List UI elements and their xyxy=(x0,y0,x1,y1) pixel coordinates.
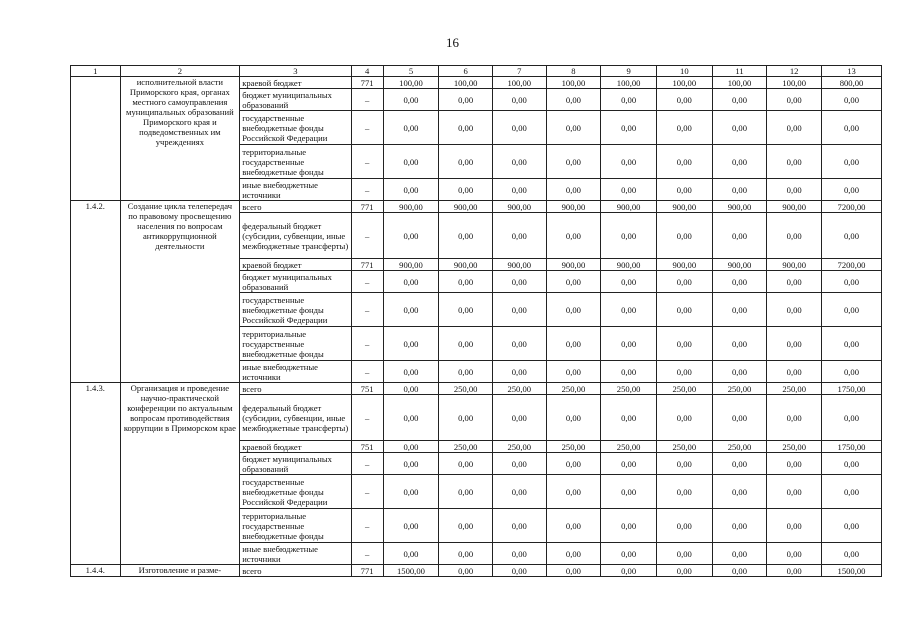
year-value: 0,00 xyxy=(383,89,439,111)
funding-source: всего xyxy=(240,383,351,395)
year-value: 250,00 xyxy=(439,383,493,395)
year-value: 0,00 xyxy=(439,509,493,543)
year-value: 0,00 xyxy=(383,111,439,145)
year-value: 0,00 xyxy=(767,111,822,145)
year-value: 0,00 xyxy=(656,453,712,475)
year-value: 100,00 xyxy=(767,77,822,89)
year-value: 0,00 xyxy=(492,395,546,441)
year-value: 0,00 xyxy=(546,361,601,383)
year-value: 0,00 xyxy=(656,89,712,111)
year-value: 0,00 xyxy=(656,111,712,145)
year-value: 0,00 xyxy=(383,509,439,543)
year-value: 250,00 xyxy=(656,441,712,453)
year-value: 0,00 xyxy=(439,565,493,577)
year-value: 900,00 xyxy=(712,259,767,271)
year-value: 900,00 xyxy=(439,259,493,271)
year-value: 0,00 xyxy=(546,293,601,327)
year-value: 0,00 xyxy=(656,271,712,293)
year-value: 0,00 xyxy=(546,179,601,201)
year-value: 900,00 xyxy=(712,201,767,213)
total-value: 0,00 xyxy=(822,271,882,293)
total-value: 0,00 xyxy=(822,475,882,509)
year-value: 0,00 xyxy=(601,111,657,145)
year-value: 0,00 xyxy=(439,543,493,565)
total-value: 0,00 xyxy=(822,111,882,145)
year-value: 0,00 xyxy=(601,453,657,475)
item-name: Создание цикла телепередач по правовому просвещению населения по вопросам антикоррупционной деятельности xyxy=(120,201,240,383)
year-value: 0,00 xyxy=(767,543,822,565)
year-value: 0,00 xyxy=(383,271,439,293)
year-value: 0,00 xyxy=(492,543,546,565)
total-value: 0,00 xyxy=(822,89,882,111)
year-value: 0,00 xyxy=(492,453,546,475)
total-value: 0,00 xyxy=(822,543,882,565)
table-row xyxy=(71,565,882,577)
funding-source: территориальные государственные внебюджетные фонды xyxy=(240,327,351,361)
year-value: 0,00 xyxy=(492,213,546,259)
year-value: 0,00 xyxy=(767,395,822,441)
year-value: 900,00 xyxy=(656,201,712,213)
year-value: 0,00 xyxy=(546,213,601,259)
year-value: 0,00 xyxy=(656,543,712,565)
year-value: 0,00 xyxy=(601,509,657,543)
total-value: 7200,00 xyxy=(822,201,882,213)
year-value: 900,00 xyxy=(601,201,657,213)
year-value: 0,00 xyxy=(492,179,546,201)
year-value: 0,00 xyxy=(439,179,493,201)
year-value: 0,00 xyxy=(546,327,601,361)
year-value: 900,00 xyxy=(383,259,439,271)
year-value: 0,00 xyxy=(601,213,657,259)
year-value: 0,00 xyxy=(767,89,822,111)
year-value: 0,00 xyxy=(767,145,822,179)
year-value: 0,00 xyxy=(546,565,601,577)
funding-source: бюджет муниципальных образований xyxy=(240,89,351,111)
year-value: 900,00 xyxy=(492,259,546,271)
budget-code: – xyxy=(351,327,383,361)
column-number-cell: 13 xyxy=(822,66,882,77)
year-value: 0,00 xyxy=(439,395,493,441)
year-value: 0,00 xyxy=(383,361,439,383)
year-value: 1500,00 xyxy=(383,565,439,577)
year-value: 0,00 xyxy=(439,475,493,509)
year-value: 0,00 xyxy=(546,111,601,145)
total-value: 0,00 xyxy=(822,293,882,327)
total-value: 0,00 xyxy=(822,179,882,201)
year-value: 0,00 xyxy=(601,271,657,293)
funding-source: федеральный бюджет (субсидии, субвенции, иные межбюджетные трансферты) xyxy=(240,395,351,441)
column-number-cell: 8 xyxy=(546,66,601,77)
year-value: 100,00 xyxy=(601,77,657,89)
year-value: 0,00 xyxy=(767,327,822,361)
budget-code: 751 xyxy=(351,441,383,453)
year-value: 250,00 xyxy=(767,441,822,453)
budget-code: – xyxy=(351,213,383,259)
year-value: 0,00 xyxy=(656,145,712,179)
year-value: 0,00 xyxy=(712,111,767,145)
year-value: 0,00 xyxy=(546,543,601,565)
year-value: 0,00 xyxy=(712,453,767,475)
funding-source: иные внебюджетные источники xyxy=(240,179,351,201)
year-value: 0,00 xyxy=(767,453,822,475)
total-value: 0,00 xyxy=(822,327,882,361)
funding-source: государственные внебюджетные фонды Российской Федерации xyxy=(240,475,351,509)
total-value: 1500,00 xyxy=(822,565,882,577)
budget-code: – xyxy=(351,475,383,509)
year-value: 900,00 xyxy=(546,201,601,213)
year-value: 0,00 xyxy=(712,327,767,361)
year-value: 0,00 xyxy=(492,327,546,361)
funding-source: краевой бюджет xyxy=(240,77,351,89)
year-value: 0,00 xyxy=(383,179,439,201)
year-value: 0,00 xyxy=(383,395,439,441)
budget-code: – xyxy=(351,361,383,383)
year-value: 0,00 xyxy=(546,475,601,509)
year-value: 0,00 xyxy=(712,293,767,327)
table-row xyxy=(71,77,882,89)
year-value: 900,00 xyxy=(656,259,712,271)
budget-table xyxy=(70,65,882,577)
column-number-cell: 1 xyxy=(71,66,121,77)
total-value: 800,00 xyxy=(822,77,882,89)
year-value: 0,00 xyxy=(383,543,439,565)
year-value: 0,00 xyxy=(712,509,767,543)
year-value: 0,00 xyxy=(767,361,822,383)
column-number-cell: 10 xyxy=(656,66,712,77)
total-value: 0,00 xyxy=(822,453,882,475)
column-number-cell: 2 xyxy=(120,66,240,77)
year-value: 0,00 xyxy=(656,293,712,327)
year-value: 0,00 xyxy=(383,145,439,179)
funding-source: государственные внебюджетные фонды Российской Федерации xyxy=(240,293,351,327)
year-value: 900,00 xyxy=(767,259,822,271)
year-value: 0,00 xyxy=(383,475,439,509)
year-value: 0,00 xyxy=(439,145,493,179)
total-value: 7200,00 xyxy=(822,259,882,271)
year-value: 0,00 xyxy=(439,213,493,259)
year-value: 0,00 xyxy=(656,509,712,543)
item-code: 1.4.3. xyxy=(71,383,121,565)
year-value: 100,00 xyxy=(656,77,712,89)
year-value: 100,00 xyxy=(439,77,493,89)
budget-code: – xyxy=(351,453,383,475)
year-value: 0,00 xyxy=(492,475,546,509)
year-value: 0,00 xyxy=(546,145,601,179)
year-value: 0,00 xyxy=(492,111,546,145)
budget-code: – xyxy=(351,543,383,565)
year-value: 0,00 xyxy=(767,565,822,577)
table-row xyxy=(71,383,882,395)
year-value: 100,00 xyxy=(492,77,546,89)
funding-source: краевой бюджет xyxy=(240,441,351,453)
budget-code: 751 xyxy=(351,383,383,395)
year-value: 250,00 xyxy=(712,441,767,453)
year-value: 0,00 xyxy=(712,213,767,259)
column-number-cell: 9 xyxy=(601,66,657,77)
year-value: 0,00 xyxy=(712,543,767,565)
budget-code: – xyxy=(351,293,383,327)
year-value: 0,00 xyxy=(439,453,493,475)
year-value: 0,00 xyxy=(767,293,822,327)
year-value: 0,00 xyxy=(383,327,439,361)
year-value: 0,00 xyxy=(439,327,493,361)
year-value: 0,00 xyxy=(546,453,601,475)
year-value: 0,00 xyxy=(492,361,546,383)
year-value: 0,00 xyxy=(383,441,439,453)
item-code: 1.4.4. xyxy=(71,565,121,577)
year-value: 0,00 xyxy=(712,89,767,111)
year-value: 0,00 xyxy=(656,327,712,361)
funding-source: государственные внебюджетные фонды Российской Федерации xyxy=(240,111,351,145)
year-value: 0,00 xyxy=(712,475,767,509)
year-value: 100,00 xyxy=(712,77,767,89)
year-value: 0,00 xyxy=(601,89,657,111)
year-value: 250,00 xyxy=(492,383,546,395)
year-value: 250,00 xyxy=(767,383,822,395)
column-number-cell: 12 xyxy=(767,66,822,77)
year-value: 0,00 xyxy=(439,361,493,383)
year-value: 0,00 xyxy=(656,565,712,577)
year-value: 0,00 xyxy=(492,89,546,111)
column-number-cell: 6 xyxy=(439,66,493,77)
year-value: 0,00 xyxy=(712,395,767,441)
funding-source: территориальные государственные внебюджетные фонды xyxy=(240,509,351,543)
budget-code: – xyxy=(351,509,383,543)
year-value: 0,00 xyxy=(546,89,601,111)
year-value: 0,00 xyxy=(383,293,439,327)
funding-source: краевой бюджет xyxy=(240,259,351,271)
year-value: 0,00 xyxy=(712,361,767,383)
year-value: 0,00 xyxy=(767,475,822,509)
year-value: 0,00 xyxy=(439,271,493,293)
year-value: 0,00 xyxy=(656,179,712,201)
funding-source: бюджет муниципальных образований xyxy=(240,453,351,475)
year-value: 250,00 xyxy=(546,383,601,395)
year-value: 0,00 xyxy=(383,453,439,475)
budget-code: – xyxy=(351,271,383,293)
year-value: 0,00 xyxy=(439,89,493,111)
budget-code: 771 xyxy=(351,77,383,89)
budget-code: 771 xyxy=(351,201,383,213)
column-number-cell: 7 xyxy=(492,66,546,77)
year-value: 0,00 xyxy=(601,327,657,361)
item-code xyxy=(71,77,121,201)
year-value: 100,00 xyxy=(546,77,601,89)
column-number-row xyxy=(71,66,882,77)
total-value: 0,00 xyxy=(822,361,882,383)
year-value: 0,00 xyxy=(767,213,822,259)
year-value: 100,00 xyxy=(383,77,439,89)
year-value: 0,00 xyxy=(492,293,546,327)
year-value: 250,00 xyxy=(492,441,546,453)
item-name: исполнительной власти Приморского края, органах местного самоуправления муниципальных образований Приморского края и подведомственных им учреждениях xyxy=(120,77,240,201)
funding-source: всего xyxy=(240,201,351,213)
year-value: 0,00 xyxy=(656,475,712,509)
year-value: 250,00 xyxy=(601,441,657,453)
year-value: 0,00 xyxy=(383,213,439,259)
year-value: 250,00 xyxy=(439,441,493,453)
year-value: 0,00 xyxy=(546,509,601,543)
year-value: 0,00 xyxy=(712,271,767,293)
year-value: 0,00 xyxy=(601,145,657,179)
total-value: 1750,00 xyxy=(822,441,882,453)
year-value: 0,00 xyxy=(656,213,712,259)
year-value: 0,00 xyxy=(601,361,657,383)
total-value: 0,00 xyxy=(822,213,882,259)
funding-source: территориальные государственные внебюджетные фонды xyxy=(240,145,351,179)
column-number-cell: 4 xyxy=(351,66,383,77)
year-value: 0,00 xyxy=(492,271,546,293)
table-row xyxy=(71,201,882,213)
budget-code: 771 xyxy=(351,259,383,271)
year-value: 0,00 xyxy=(767,179,822,201)
funding-source: иные внебюджетные источники xyxy=(240,361,351,383)
year-value: 250,00 xyxy=(712,383,767,395)
year-value: 0,00 xyxy=(712,145,767,179)
year-value: 0,00 xyxy=(601,475,657,509)
budget-code: – xyxy=(351,179,383,201)
year-value: 0,00 xyxy=(546,395,601,441)
year-value: 0,00 xyxy=(601,395,657,441)
total-value: 0,00 xyxy=(822,509,882,543)
year-value: 0,00 xyxy=(712,179,767,201)
year-value: 0,00 xyxy=(601,565,657,577)
item-name: Изготовление и разме- xyxy=(120,565,240,577)
year-value: 900,00 xyxy=(383,201,439,213)
year-value: 0,00 xyxy=(767,509,822,543)
budget-code: – xyxy=(351,395,383,441)
year-value: 900,00 xyxy=(546,259,601,271)
year-value: 250,00 xyxy=(601,383,657,395)
year-value: 0,00 xyxy=(656,395,712,441)
year-value: 900,00 xyxy=(439,201,493,213)
year-value: 900,00 xyxy=(492,201,546,213)
year-value: 0,00 xyxy=(492,565,546,577)
year-value: 0,00 xyxy=(439,293,493,327)
year-value: 250,00 xyxy=(546,441,601,453)
budget-code: – xyxy=(351,145,383,179)
funding-source: всего xyxy=(240,565,351,577)
column-number-cell: 11 xyxy=(712,66,767,77)
column-number-cell: 3 xyxy=(240,66,351,77)
year-value: 0,00 xyxy=(546,271,601,293)
total-value: 0,00 xyxy=(822,145,882,179)
year-value: 0,00 xyxy=(492,145,546,179)
year-value: 0,00 xyxy=(439,111,493,145)
funding-source: бюджет муниципальных образований xyxy=(240,271,351,293)
budget-code: – xyxy=(351,89,383,111)
total-value: 1750,00 xyxy=(822,383,882,395)
year-value: 0,00 xyxy=(492,509,546,543)
year-value: 900,00 xyxy=(767,201,822,213)
year-value: 0,00 xyxy=(712,565,767,577)
year-value: 250,00 xyxy=(656,383,712,395)
year-value: 0,00 xyxy=(656,361,712,383)
column-number-cell: 5 xyxy=(383,66,439,77)
year-value: 0,00 xyxy=(767,271,822,293)
budget-code: – xyxy=(351,111,383,145)
year-value: 900,00 xyxy=(601,259,657,271)
year-value: 0,00 xyxy=(383,383,439,395)
year-value: 0,00 xyxy=(601,543,657,565)
year-value: 0,00 xyxy=(601,179,657,201)
funding-source: федеральный бюджет (субсидии, субвенции, иные межбюджетные трансферты) xyxy=(240,213,351,259)
item-name: Организация и проведение научно-практической конференции по актуальным вопросам противодействия коррупции в Приморском крае xyxy=(120,383,240,565)
item-code: 1.4.2. xyxy=(71,201,121,383)
budget-code: 771 xyxy=(351,565,383,577)
year-value: 0,00 xyxy=(601,293,657,327)
funding-source: иные внебюджетные источники xyxy=(240,543,351,565)
page-number: 16 xyxy=(446,35,459,50)
total-value: 0,00 xyxy=(822,395,882,441)
